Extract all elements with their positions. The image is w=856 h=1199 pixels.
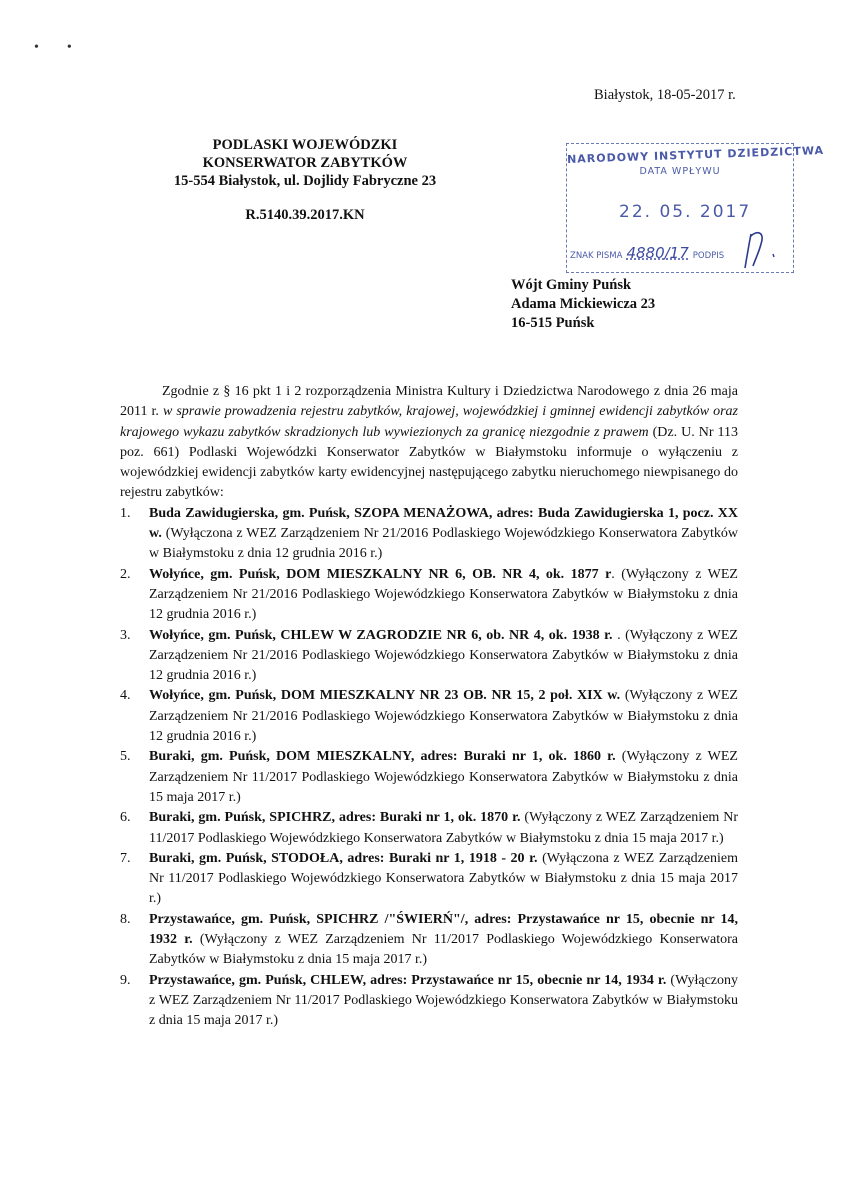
list-item-details: (Wyłączona z WEZ Zarządzeniem Nr 11/2017 Podlaskiego Wojewódzkiego Konserwatora Zabytków w Białymstoku z dnia 15 maja 2017 r.)	[149, 850, 738, 907]
list-item-title: Wołyńce, gm. Puńsk, CHLEW W ZAGRODZIE NR 6, ob. NR 4, ok. 1938 r.	[149, 627, 613, 643]
list-item-number: 3.	[120, 627, 131, 643]
stamp-signature-label: PODPIS	[692, 251, 725, 261]
list-item	[120, 686, 738, 747]
list-item	[120, 910, 738, 971]
list-item-number: 8.	[120, 911, 131, 927]
list-item-number: 2.	[120, 566, 131, 582]
list-item-title: Wołyńce, gm. Puńsk, DOM MIESZKALNY NR 23 OB. NR 15, 2 poł. XIX w.	[149, 688, 621, 704]
intro-paragraph	[120, 382, 738, 504]
list-item-number: 5.	[120, 749, 131, 765]
recipient-line-3: 16-515 Puńsk	[511, 315, 595, 331]
recipient-block	[511, 276, 655, 333]
monument-list	[120, 504, 738, 1032]
list-item-details: . (Wyłączony z WEZ Zarządzeniem Nr 21/2016 Podlaskiego Wojewódzkiego Konserwatora Zabytków w Białymstoku z dnia 12 grudnia 2016 r.)	[149, 566, 738, 623]
list-item-details: (Wyłączony z WEZ Zarządzeniem Nr 11/2017 Podlaskiego Wojewódzkiego Konserwatora Zabytków w Białymstoku z dnia 15 maja 2017 r.)	[149, 972, 738, 1029]
list-item-title: Buraki, gm. Puńsk, SPICHRZ, adres: Buraki nr 1, ok. 1870 r.	[149, 810, 521, 826]
received-stamp	[566, 143, 825, 273]
list-item	[120, 808, 738, 849]
list-item-title: Wołyńce, gm. Puńsk, DOM MIESZKALNY NR 6, OB. NR 4, ok. 1877 r	[149, 566, 612, 582]
list-item	[120, 849, 738, 910]
list-item-title: Buraki, gm. Puńsk, DOM MIESZKALNY, adres: Buraki nr 1, ok. 1860 r.	[149, 749, 616, 765]
list-item-title: Przystawańce, gm. Puńsk, CHLEW, adres: Przystawańce nr 15, obecnie nr 14, 1934 r.	[149, 972, 667, 988]
list-item	[120, 747, 738, 808]
list-item-number: 7.	[120, 850, 131, 866]
stamp-file-row	[570, 244, 724, 262]
list-item-details: (Wyłączona z WEZ Zarządzeniem Nr 21/2016 Podlaskiego Wojewódzkiego Konserwatora Zabytków w Białymstoku z dnia 12 grudnia 2016 r.)	[149, 526, 738, 562]
list-item-title: Buraki, gm. Puńsk, STODOŁA, adres: Buraki nr 1, 1918 - 20 r.	[149, 850, 538, 866]
intro-regulation-title: w sprawie prowadzenia rejestru zabytków, krajowej, wojewódzkiej i gminnej ewidencji zabytków oraz krajowego wykazu zabytków skradzionych lub wywiezionych za granicę niezgodnie z prawem	[120, 404, 738, 440]
handwritten-signature	[739, 228, 783, 272]
sender-line-2: KONSERWATOR ZABYTKÓW	[202, 155, 408, 171]
stamp-file-number: 4880/17	[626, 244, 689, 262]
recipient-line-2: Adama Mickiewicza 23	[511, 296, 656, 312]
list-item-details: (Wyłączony z WEZ Zarządzeniem Nr 11/2017 Podlaskiego Wojewódzkiego Konserwatora Zabytków w Białymstoku z dnia 15 maja 2017 r.)	[149, 932, 738, 968]
stamp-institution: NARODOWY INSTYTUT DZIEDZICTWA	[566, 143, 825, 166]
list-item-title: Przystawańce, gm. Puńsk, SPICHRZ /"ŚWIERŃ"/, adres: Przystawańce nr 15, obecnie nr 14, 1932 r.	[149, 911, 738, 948]
intro-text-1: Zgodnie z § 16 pkt 1 i 2 rozporządzenia Ministra Kultury i Dziedzictwa Narodowego z dnia 26 maja 2011 r.	[120, 384, 738, 420]
list-item-title: Buda Zawidugierska, gm. Puńsk, SZOPA MENAŻOWA, adres: Buda Zawidugierska 1, pocz. XX w.	[149, 505, 738, 542]
sender-block	[120, 136, 490, 190]
list-item-number: 9.	[120, 972, 131, 988]
list-item	[120, 504, 738, 565]
recipient-line-1: Wójt Gminy Puńsk	[511, 277, 632, 293]
intro-text-2: (Dz. U. Nr 113 poz. 661) Podlaski Wojewódzki Konserwator Zabytków w Białymstoku informuje o wyłączeniu z wojewódzkiej ewidencji zabytków karty ewidencyjnej następującego zabytku nieruchomego niewpisanego do rejestru zabytków:	[120, 424, 739, 501]
reference-number: R.5140.39.2017.KN	[245, 207, 365, 223]
list-item	[120, 971, 738, 1032]
list-item	[120, 565, 738, 626]
list-item-number: 1.	[120, 505, 131, 521]
list-item	[120, 626, 738, 687]
stamp-file-label: ZNAK PISMA	[570, 251, 623, 261]
scan-specks: ••	[34, 40, 100, 55]
letter-body	[120, 382, 738, 1032]
list-item-details: (Wyłączony z WEZ Zarządzeniem Nr 11/2017 Podlaskiego Wojewódzkiego Konserwatora Zabytków w Białymstoku z dnia 15 maja 2017 r.)	[149, 749, 738, 805]
list-item-details: (Wyłączony z WEZ Zarządzeniem Nr 11/2017 Podlaskiego Wojewódzkiego Konserwatora Zabytków w Białymstoku z dnia 15 maja 2017 r.)	[149, 810, 738, 846]
stamp-received-date: 22. 05. 2017	[619, 202, 752, 222]
stamp-received-label: DATA WPŁYWU	[639, 166, 721, 177]
sender-line-1: PODLASKI WOJEWÓDZKI	[212, 137, 398, 153]
list-item-number: 4.	[120, 688, 131, 704]
sender-line-3: 15-554 Białystok, ul. Dojlidy Fabryczne 23	[173, 173, 437, 189]
list-item-details: . (Wyłączony z WEZ Zarządzeniem Nr 21/2016 Podlaskiego Wojewódzkiego Konserwatora Zabytków w Białymstoku z dnia 12 grudnia 2016 r.)	[149, 627, 738, 684]
list-item-details: (Wyłączony z WEZ Zarządzeniem Nr 21/2016 Podlaskiego Wojewódzkiego Konserwatora Zabytków w Białymstoku z dnia 12 grudnia 2016 r.)	[149, 688, 738, 745]
list-item-number: 6.	[120, 810, 131, 826]
date-line: Białystok, 18-05-2017 r.	[594, 87, 736, 103]
